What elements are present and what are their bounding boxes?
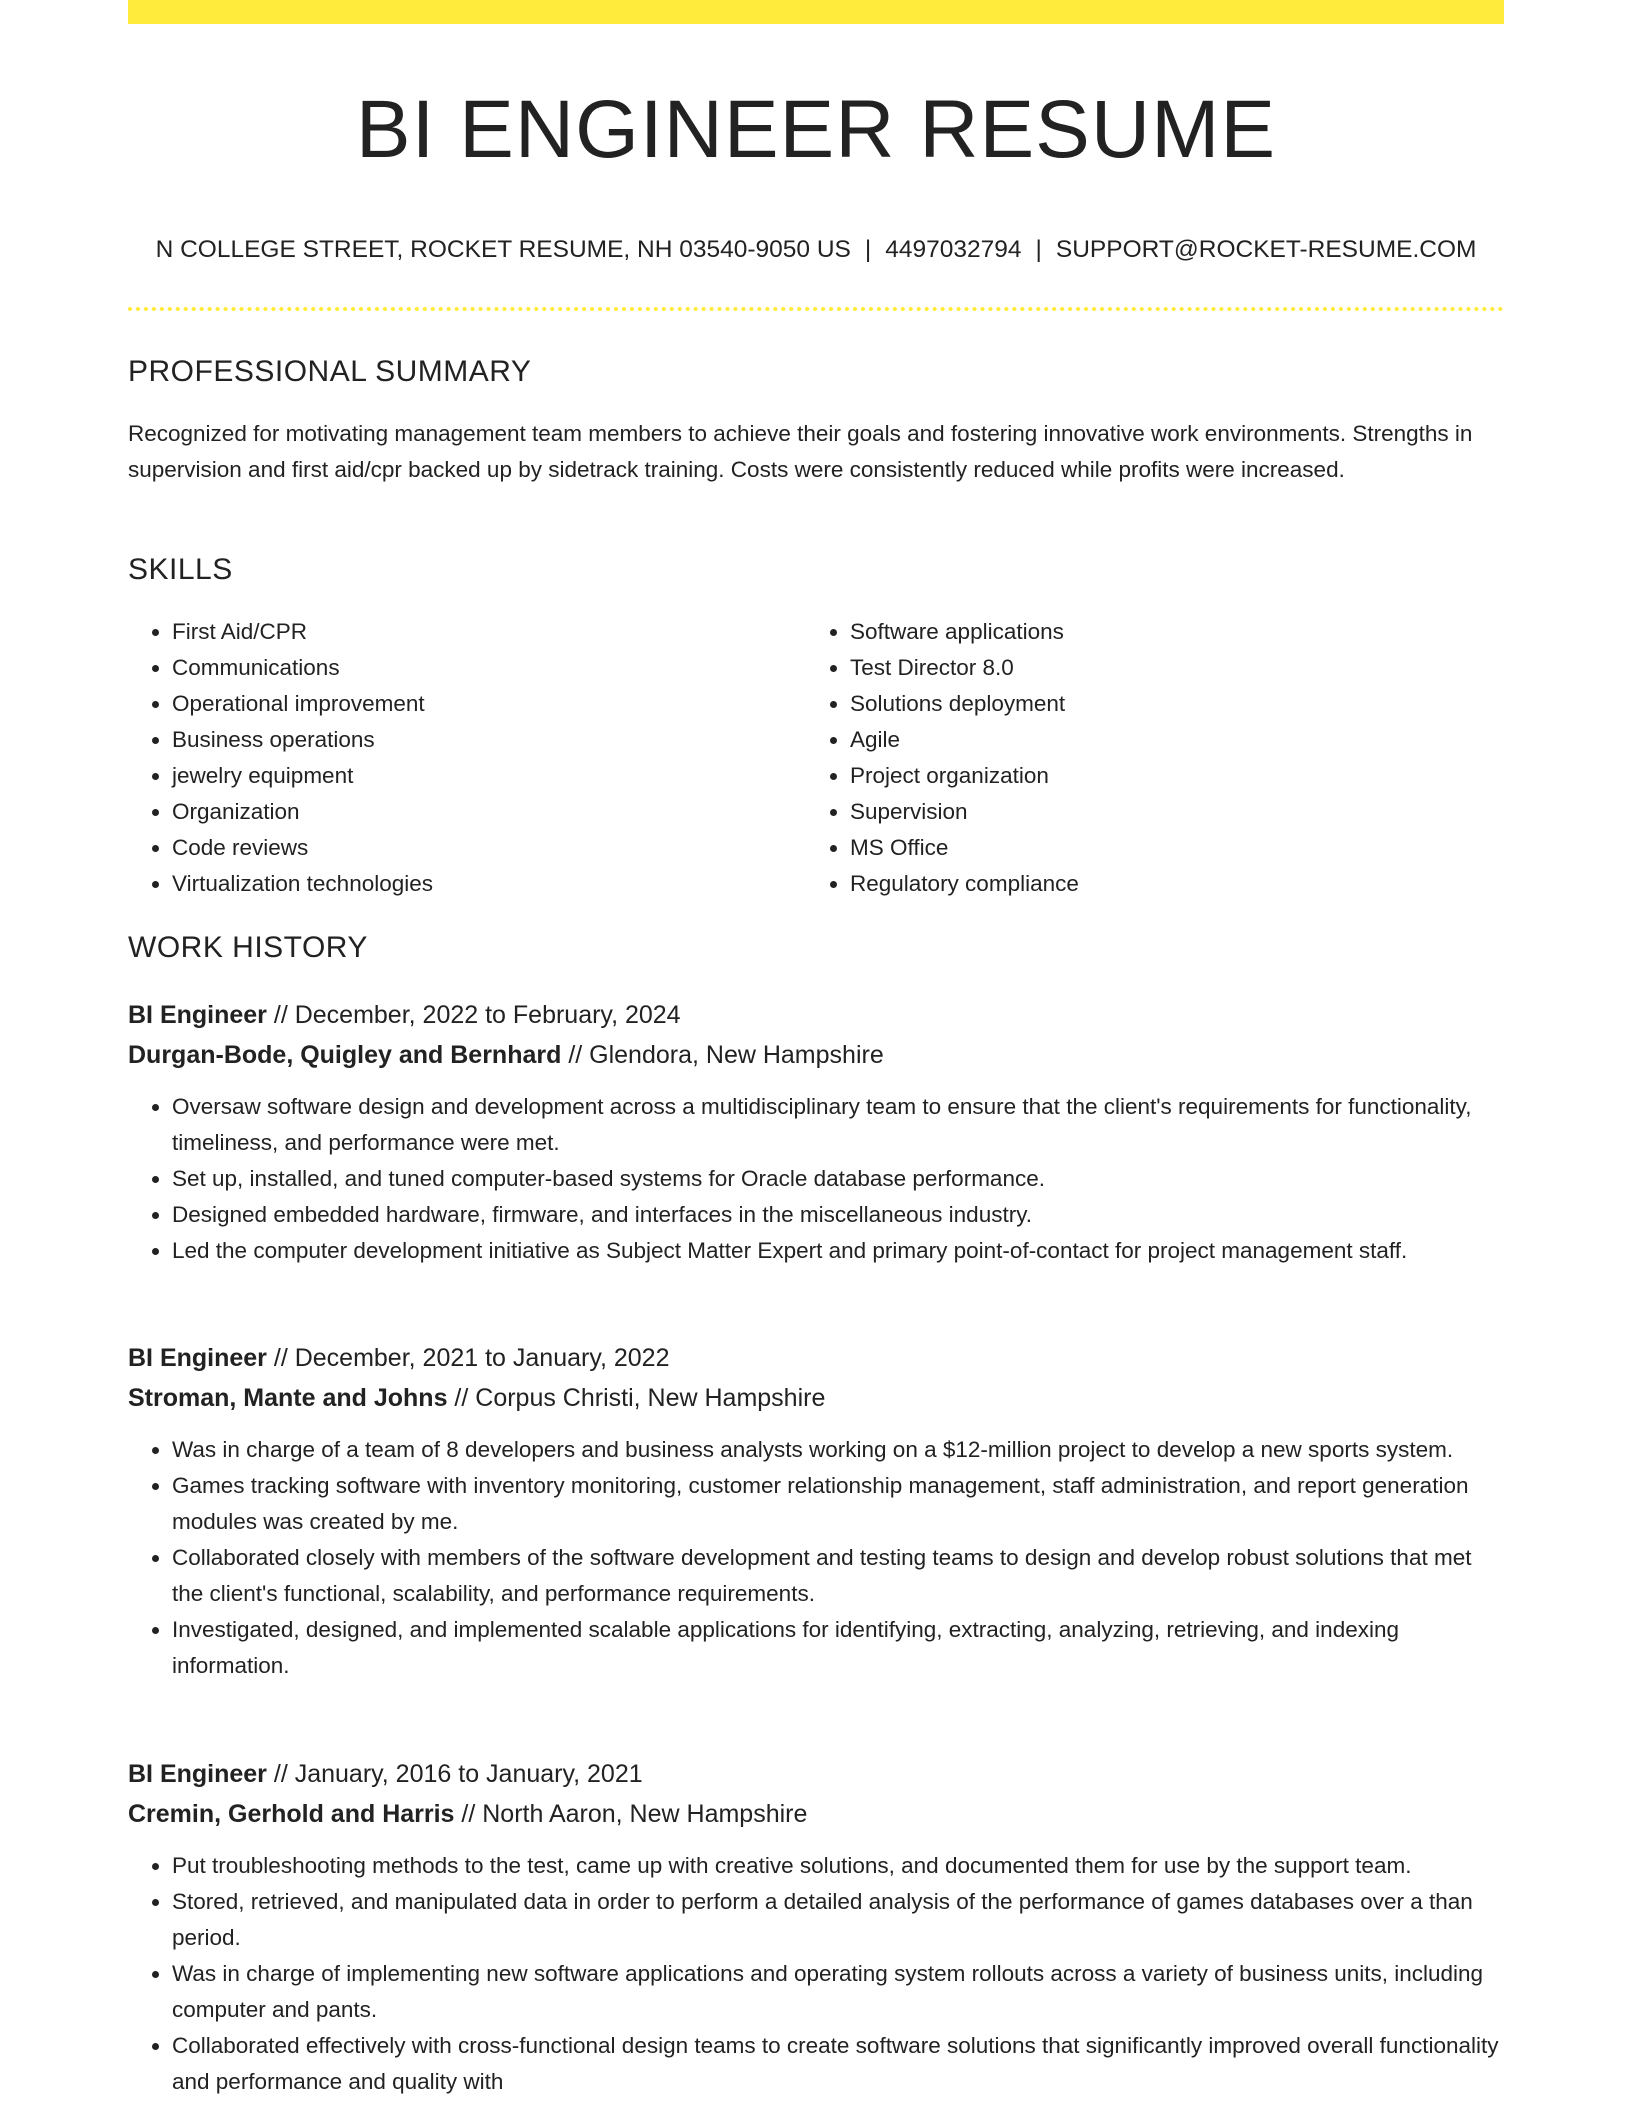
job-bullet: • Collaborated closely with members of the software development and testing teams to design and develop robust solutions that met the client's functional, scalability, and performance requirements. xyxy=(172,1540,1504,1612)
job-bullet: • Oversaw software design and development across a multidisciplinary team to ensure that the client's requirements for functionality, timeliness, and performance were met. xyxy=(172,1089,1504,1161)
job-dates: // January, 2016 to January, 2021 xyxy=(266,1760,643,1788)
email-link[interactable]: SUPPORT@ROCKET-RESUME.COM xyxy=(1055,236,1477,263)
job-company-line xyxy=(128,1378,1504,1418)
section-title-summary: PROFESSIONAL SUMMARY xyxy=(128,355,532,388)
skill-item: • Communications xyxy=(172,650,812,686)
skill-item: • jewelry equipment xyxy=(172,758,812,794)
skill-item: • Organization xyxy=(172,794,812,830)
skill-item: • Operational improvement xyxy=(172,686,812,722)
skill-item: • Software applications xyxy=(850,614,1490,650)
section-title-work-history: WORK HISTORY xyxy=(128,931,368,964)
contact-line xyxy=(128,236,1504,264)
section-title-skills: SKILLS xyxy=(128,553,233,586)
job-dates: // December, 2021 to January, 2022 xyxy=(266,1344,670,1372)
job-bullet: • Collaborated effectively with cross-functional design teams to create software solutions that significantly improved overall functionality and performance and quality with xyxy=(172,2028,1504,2100)
job-role: BI Engineer xyxy=(128,1760,267,1788)
job-bullet: • Stored, retrieved, and manipulated data in order to perform a detailed analysis of the performance of games databases over a than period. xyxy=(172,1884,1504,1956)
job-title-line xyxy=(128,1754,1504,1794)
job-entry xyxy=(128,1338,1504,1684)
job-entry xyxy=(128,1754,1504,2100)
skill-item: • Agile xyxy=(850,722,1490,758)
job-location: // North Aaron, New Hampshire xyxy=(454,1800,808,1828)
skill-item: • Solutions deployment xyxy=(850,686,1490,722)
job-bullet: • Was in charge of a team of 8 developers and business analysts working on a $12-million project to develop a new sports system. xyxy=(172,1432,1504,1468)
skills-list-right xyxy=(806,614,1490,902)
resume-page xyxy=(128,0,1504,2112)
job-location: // Corpus Christi, New Hampshire xyxy=(447,1384,826,1412)
job-bullet: • Was in charge of implementing new software applications and operating system rollouts across a variety of business units, including computer and pants. xyxy=(172,1956,1504,2028)
job-company-line xyxy=(128,1035,1504,1075)
job-bullet: • Put troubleshooting methods to the test, came up with creative solutions, and documented them for use by the support team. xyxy=(172,1848,1504,1884)
skill-item: • Business operations xyxy=(172,722,812,758)
job-location: // Glendora, New Hampshire xyxy=(561,1041,884,1069)
summary-text: Recognized for motivating management team members to achieve their goals and fostering innovative work environments. Strengths in supervision and first aid/cpr backed up by sidetrack training. Costs were consistently reduced while profits were increased. xyxy=(128,421,1473,482)
dotted-divider xyxy=(128,307,1504,311)
skill-item: • MS Office xyxy=(850,830,1490,866)
skills-list-left xyxy=(128,614,812,902)
contact-separator: | xyxy=(864,236,872,263)
skill-item: • Supervision xyxy=(850,794,1490,830)
skill-item: • Code reviews xyxy=(172,830,812,866)
job-bullet: • Set up, installed, and tuned computer-based systems for Oracle database performance. xyxy=(172,1161,1504,1197)
skill-item: • Virtualization technologies xyxy=(172,866,812,902)
job-entry xyxy=(128,995,1504,1269)
address-text: N COLLEGE STREET, ROCKET RESUME, NH 03540-9050 US xyxy=(155,236,851,263)
job-company-line xyxy=(128,1794,1504,1834)
job-bullet: • Led the computer development initiative as Subject Matter Expert and primary point-of-contact for project management staff. xyxy=(172,1233,1504,1269)
phone-text: 4497032794 xyxy=(885,236,1022,263)
job-company: Stroman, Mante and Johns xyxy=(128,1384,448,1412)
job-role: BI Engineer xyxy=(128,1344,267,1372)
job-title-line xyxy=(128,1338,1504,1378)
job-bullets xyxy=(128,1089,1504,1269)
contact-separator: | xyxy=(1035,236,1042,263)
resume-title: BI ENGINEER RESUME xyxy=(355,84,1277,175)
job-dates: // December, 2022 to February, 2024 xyxy=(266,1001,681,1029)
job-bullets xyxy=(128,1848,1504,2100)
skill-item: • First Aid/CPR xyxy=(172,614,812,650)
job-company: Cremin, Gerhold and Harris xyxy=(128,1800,455,1828)
skill-item: • Regulatory compliance xyxy=(850,866,1490,902)
job-title-line xyxy=(128,995,1504,1035)
skill-item: • Test Director 8.0 xyxy=(850,650,1490,686)
job-role: BI Engineer xyxy=(128,1001,267,1029)
job-bullets xyxy=(128,1432,1504,1684)
skill-item: • Project organization xyxy=(850,758,1490,794)
job-bullet: • Games tracking software with inventory monitoring, customer relationship management, staff administration, and report generation modules was created by me. xyxy=(172,1468,1504,1540)
job-bullet: • Designed embedded hardware, firmware, and interfaces in the miscellaneous industry. xyxy=(172,1197,1504,1233)
job-bullet: • Investigated, designed, and implemented scalable applications for identifying, extracting, analyzing, retrieving, and indexing information. xyxy=(172,1612,1504,1684)
accent-top-bar xyxy=(128,0,1504,24)
job-company: Durgan-Bode, Quigley and Bernhard xyxy=(128,1041,562,1069)
